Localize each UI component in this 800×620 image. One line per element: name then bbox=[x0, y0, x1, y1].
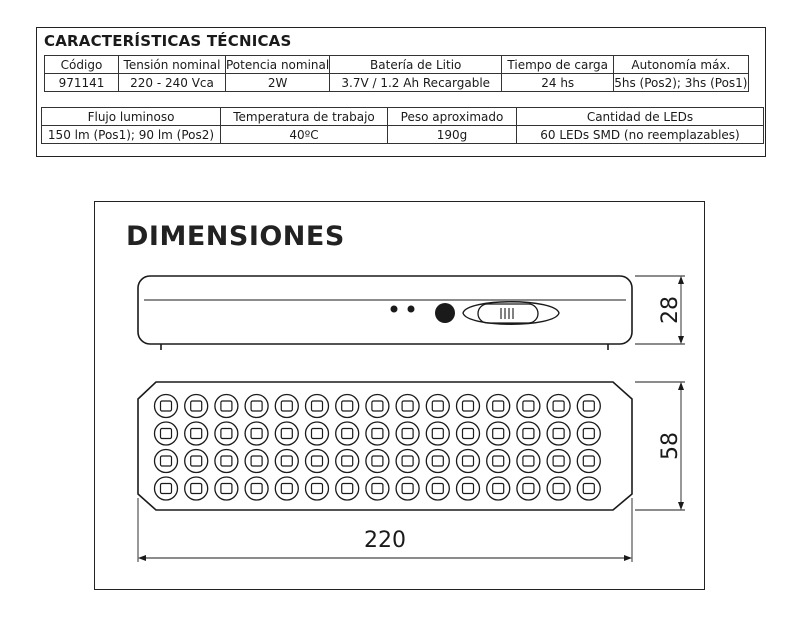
led bbox=[547, 450, 570, 473]
led bbox=[215, 450, 238, 473]
led bbox=[396, 395, 419, 418]
led bbox=[426, 395, 449, 418]
led bbox=[457, 422, 480, 445]
specs-table-2 bbox=[41, 107, 764, 144]
dimension-arrows bbox=[138, 276, 684, 561]
specs-table-1-header-row bbox=[45, 56, 749, 74]
position-switch bbox=[478, 304, 538, 323]
led bbox=[336, 395, 359, 418]
led bbox=[275, 395, 298, 418]
value-autonomia: 5hs (Pos2); 3hs (Pos1) bbox=[614, 75, 748, 90]
led bbox=[457, 395, 480, 418]
dimension-depth-label: 58 bbox=[658, 432, 683, 460]
led bbox=[517, 450, 540, 473]
value-tiempo-carga: 24 hs bbox=[502, 74, 614, 92]
value-cantidad-leds: 60 LEDs SMD (no reemplazables) bbox=[517, 126, 764, 144]
led bbox=[275, 450, 298, 473]
value-tension: 220 - 240 Vca bbox=[119, 74, 226, 92]
led bbox=[366, 477, 389, 500]
dimension-width-label: 220 bbox=[364, 528, 406, 553]
arrow-28-bottom bbox=[678, 336, 684, 344]
arrow-220-right bbox=[624, 555, 632, 561]
specs-table-1 bbox=[44, 55, 749, 92]
value-temperatura: 40ºC bbox=[221, 126, 388, 144]
indicator-led-2 bbox=[408, 306, 415, 313]
dimension-height-label: 28 bbox=[658, 296, 683, 324]
led bbox=[577, 422, 600, 445]
led bbox=[547, 422, 570, 445]
switch-grip bbox=[501, 308, 513, 319]
value-flujo: 150 lm (Pos1); 90 lm (Pos2) bbox=[42, 126, 221, 144]
value-codigo: 971141 bbox=[45, 74, 119, 92]
value-peso: 190g bbox=[388, 126, 517, 144]
specs-title: CARACTERÍSTICAS TÉCNICAS bbox=[44, 32, 292, 50]
led bbox=[245, 395, 268, 418]
led bbox=[245, 450, 268, 473]
led bbox=[306, 395, 329, 418]
led bbox=[336, 477, 359, 500]
header-autonomia: Autonomía máx. bbox=[614, 56, 748, 74]
led bbox=[185, 450, 208, 473]
header-cantidad-leds: Cantidad de LEDs bbox=[517, 108, 764, 126]
header-flujo: Flujo luminoso bbox=[42, 108, 221, 126]
led bbox=[275, 477, 298, 500]
led bbox=[306, 477, 329, 500]
value-potencia: 2W bbox=[226, 74, 330, 92]
led bbox=[457, 450, 480, 473]
led bbox=[155, 450, 178, 473]
led bbox=[396, 422, 419, 445]
led bbox=[215, 477, 238, 500]
led bbox=[155, 477, 178, 500]
indicator-led-1 bbox=[391, 306, 398, 313]
led bbox=[336, 450, 359, 473]
front-view bbox=[138, 382, 632, 510]
led bbox=[487, 422, 510, 445]
led bbox=[155, 422, 178, 445]
specs-table-2-value-row bbox=[42, 126, 764, 144]
arrow-28-top bbox=[678, 276, 684, 284]
led bbox=[366, 395, 389, 418]
header-codigo: Código bbox=[45, 56, 119, 74]
dimension-lines bbox=[138, 276, 685, 562]
led bbox=[155, 395, 178, 418]
test-button bbox=[435, 303, 455, 323]
specs-table-2-header-row bbox=[42, 108, 764, 126]
header-potencia: Potencia nominal bbox=[226, 57, 330, 72]
header-temperatura: Temperatura de trabajo bbox=[221, 108, 388, 126]
led bbox=[426, 422, 449, 445]
specs-table-1-value-row bbox=[45, 74, 749, 92]
value-bateria: 3.7V / 1.2 Ah Recargable bbox=[330, 74, 502, 92]
dimensions-drawing bbox=[95, 202, 706, 591]
led bbox=[336, 422, 359, 445]
led bbox=[577, 450, 600, 473]
dimensions-title: DIMENSIONES bbox=[126, 221, 345, 252]
led bbox=[517, 422, 540, 445]
led bbox=[517, 395, 540, 418]
led bbox=[215, 395, 238, 418]
led bbox=[366, 422, 389, 445]
led bbox=[245, 422, 268, 445]
header-tension: Tensión nominal bbox=[119, 56, 226, 74]
led bbox=[366, 450, 389, 473]
led bbox=[547, 477, 570, 500]
specs-panel bbox=[36, 27, 766, 157]
led bbox=[185, 477, 208, 500]
arrow-58-bottom bbox=[678, 502, 684, 510]
led bbox=[396, 450, 419, 473]
led bbox=[487, 395, 510, 418]
led bbox=[487, 450, 510, 473]
header-peso: Peso aproximado bbox=[388, 108, 517, 126]
led bbox=[185, 395, 208, 418]
led bbox=[306, 422, 329, 445]
led bbox=[487, 477, 510, 500]
led bbox=[245, 477, 268, 500]
led bbox=[275, 422, 298, 445]
led bbox=[547, 395, 570, 418]
header-bateria: Batería de Litio bbox=[330, 56, 502, 74]
arrow-220-left bbox=[138, 555, 146, 561]
led bbox=[517, 477, 540, 500]
led bbox=[426, 450, 449, 473]
led bbox=[457, 477, 480, 500]
led-grid bbox=[155, 395, 601, 501]
side-view bbox=[138, 276, 632, 350]
header-tiempo-carga: Tiempo de carga bbox=[502, 56, 614, 74]
led bbox=[396, 477, 419, 500]
led bbox=[426, 477, 449, 500]
led bbox=[215, 422, 238, 445]
led bbox=[577, 477, 600, 500]
led bbox=[577, 395, 600, 418]
led bbox=[185, 422, 208, 445]
arrow-58-top bbox=[678, 382, 684, 390]
led bbox=[306, 450, 329, 473]
dimensions-panel bbox=[94, 201, 705, 590]
